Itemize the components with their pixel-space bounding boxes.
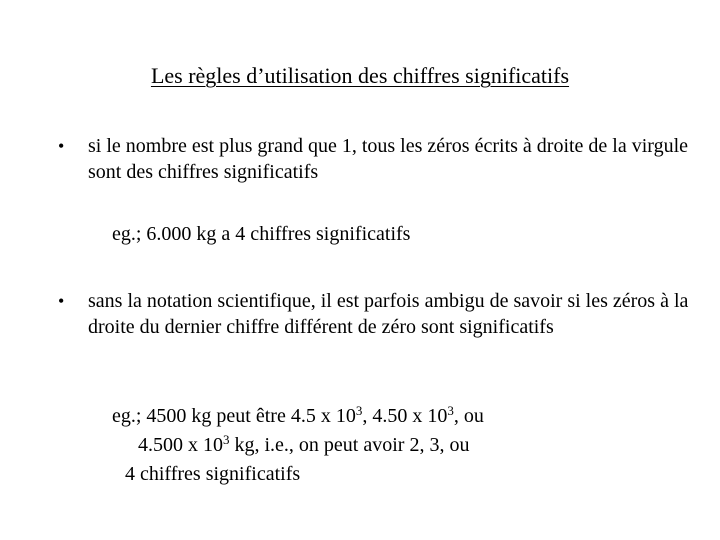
example-1 — [112, 219, 410, 249]
bullet-text-2: sans la notation scientifique, il est parfois ambigu de savoir si les zéros à la droite du dernier chiffre différent de zéro sont significatifs — [88, 290, 689, 338]
example-2-l1-part-c: , ou — [453, 405, 484, 427]
example-1-text: eg.; 6.000 kg a 4 chiffres significatifs — [112, 223, 411, 245]
slide-title-text: Les règles d’utilisation des chiffres significatifs — [150, 63, 570, 88]
example-2-l3-text: 4 chiffres significatifs — [125, 463, 301, 485]
bullet-dot-icon: • — [58, 291, 65, 311]
bullet-text-1: si le nombre est plus grand que 1, tous les zéros écrits à droite de la virgule sont des chiffres significatifs — [88, 135, 689, 183]
example-2-l1-part-a: eg.; 4500 kg peut être 4.5 x 10 — [112, 405, 356, 427]
example-2-line-3 — [125, 459, 300, 489]
example-2-l1-part-b: , 4.50 x 10 — [362, 405, 448, 427]
exponent: 3 — [355, 403, 363, 418]
bullet-item-1 — [58, 133, 708, 185]
example-2-line-1 — [112, 401, 484, 431]
example-2-l2-part-a: 4.500 x 10 — [138, 434, 223, 456]
bullet-dot-icon: • — [58, 136, 65, 156]
slide-title — [0, 61, 720, 91]
bullet-item-2 — [58, 288, 708, 340]
example-2-l2-part-b: kg, i.e., on peut avoir 2, 3, ou — [229, 434, 470, 456]
exponent: 3 — [223, 432, 230, 447]
exponent: 3 — [447, 403, 454, 418]
example-2-line-2 — [138, 430, 469, 460]
